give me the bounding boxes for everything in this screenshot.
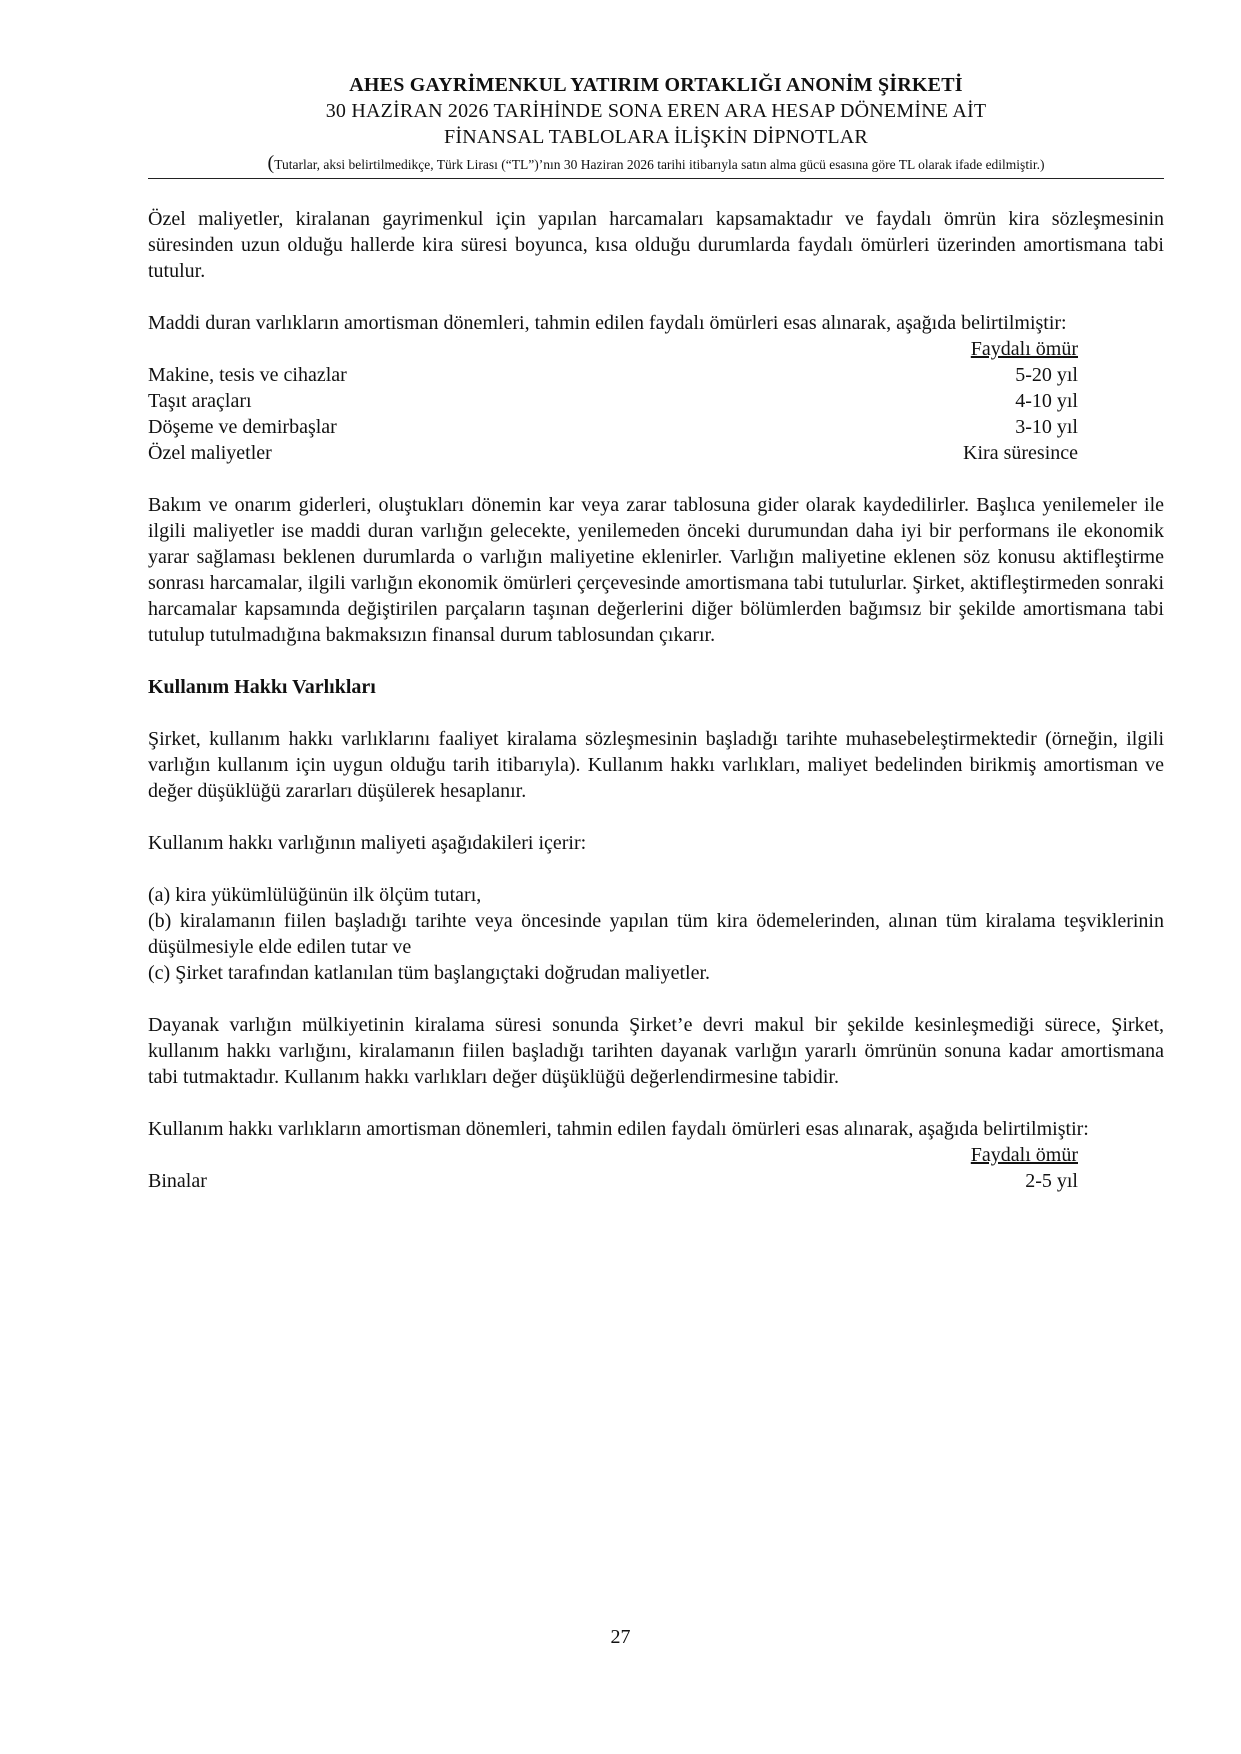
amounts-note (148, 152, 1164, 176)
paragraph-maintenance: Bakım ve onarım giderleri, oluştukları dönemin kar veya zarar tablosuna gider olarak kaydedilirler. Başlıca yenilemeler ile ilgili maliyetler ise maddi duran varlığın gelecekte, yenilemeden önceki durumundan daha iyi bir performans ile ekonomik yarar sağlaması beklenen durumlarda o varlığın maliyetine eklenirler. Varlığın maliyetine eklenen söz konusu aktifleştirme sonrası harcamalar, ilgili varlığın ekonomik ömürleri çerçevesinde amortismana tabi tutulurlar. Şirket, aktifleştirmeden sonraki harcamalar kapsamında değiştirilen parçaların taşınan değerlerini diğer bölümlerden bağımsız bir şekilde amortismana tabi tutulup tutulmadığına bakmaksızın finansal durum tablosundan çıkarır. (148, 494, 1164, 646)
report-title: FİNANSAL TABLOLARA İLİŞKİN DİPNOTLAR (444, 126, 868, 148)
report-period: 30 HAZİRAN 2026 TARİHİNDE SONA EREN ARA HESAP DÖNEMİNE AİT (325, 100, 987, 122)
asset-class-label: Taşıt araçları (148, 390, 252, 412)
page-number: 27 (610, 1626, 631, 1648)
amounts-note-paren: ( (267, 152, 275, 174)
list-item: (c) Şirket tarafından katlanılan tüm başlangıçtaki doğrudan maliyetler. (148, 962, 711, 984)
paragraph-special-costs: Özel maliyetler, kiralanan gayrimenkul için yapılan harcamaları kapsamaktadır ve faydalı ömrün kira sözleşmesinin süresinden uzun olduğu hallerde kira süresi boyunca, kısa olduğu durumlarda faydalı ömürleri üzerinden amortismana tabi tutulur. (148, 208, 1164, 282)
table-row (148, 440, 1164, 466)
useful-life-value: Kira süresince (963, 442, 1078, 464)
page-content (148, 206, 1164, 1194)
company-name: AHES GAYRİMENKUL YATIRIM ORTAKLIĞI ANONİM ŞİRKETİ (349, 74, 963, 96)
asset-class-label: Binalar (148, 1170, 207, 1192)
useful-life-value: 5-20 yıl (1015, 364, 1078, 386)
paragraph-right-of-use: Şirket, kullanım hakkı varlıklarını faaliyet kiralama sözleşmesinin başladığı tarihte muhasebeleştirmektedir (örneğin, ilgili varlığın kullanım için uygun olduğu tarih itibarıyla). Kullanım hakkı varlıkları, maliyet bedelinden birikmiş amortisman ve değer düşüklüğü zararları düşülerek hesaplanır. (148, 728, 1164, 802)
list-item: (b) kiralamanın fiilen başladığı tarihte veya öncesinde yapılan tüm kira ödemelerinden, alınan tüm kiralama teşviklerinin düşülmesiyle elde edilen tutar ve (148, 910, 1164, 958)
table-row (148, 414, 1164, 440)
list-item: (a) kira yükümlülüğünün ilk ölçüm tutarı, (148, 884, 482, 906)
useful-life-column-header: Faydalı ömür (970, 338, 1078, 360)
useful-life-table (148, 336, 1164, 466)
paragraph-ownership-transfer: Dayanak varlığın mülkiyetinin kiralama süresi sonunda Şirket’e devri makul bir şekilde kesinleşmediği sürece, Şirket, kullanım hakkı varlığını, kiralamanın fiilen başladığı tarihten dayanak varlığın yararlı ömrünün sonuna kadar amortismana tabi tutmaktadır. Kullanım hakkı varlıkları değer düşüklüğü değerlendirmesine tabidir. (148, 1014, 1164, 1088)
rou-useful-life-table-header (148, 1142, 1164, 1168)
paragraph-cost-includes: Kullanım hakkı varlığının maliyeti aşağıdakileri içerir: (148, 832, 587, 854)
header-rule (148, 178, 1164, 179)
useful-life-value: 4-10 yıl (1015, 390, 1078, 412)
paragraph-depreciation-intro: Maddi duran varlıkların amortisman dönemleri, tahmin edilen faydalı ömürleri esas alınarak, aşağıda belirtilmiştir: (148, 312, 1067, 334)
table-row (148, 388, 1164, 414)
page-header (148, 72, 1164, 176)
useful-life-value: 2-5 yıl (1025, 1170, 1078, 1192)
amounts-note-text: Tutarlar, aksi belirtilmedikçe, Türk Lirası (“TL”)’nın 30 Haziran 2026 tarihi itibarıyla satın alma gücü esasına göre TL olarak ifade edilmiştir.) (274, 157, 1045, 172)
paragraph-rou-depreciation-intro: Kullanım hakkı varlıkların amortisman dönemleri, tahmin edilen faydalı ömürleri esas alınarak, aşağıda belirtilmiştir: (148, 1118, 1089, 1140)
rou-useful-life-table (148, 1142, 1164, 1194)
useful-life-table-header (148, 336, 1164, 362)
asset-class-label: Özel maliyetler (148, 442, 272, 464)
asset-class-label: Makine, tesis ve cihazlar (148, 364, 347, 386)
useful-life-column-header: Faydalı ömür (970, 1144, 1078, 1166)
useful-life-value: 3-10 yıl (1015, 416, 1078, 438)
table-row (148, 1168, 1164, 1194)
table-row (148, 362, 1164, 388)
section-heading: Kullanım Hakkı Varlıkları (148, 676, 376, 698)
asset-class-label: Döşeme ve demirbaşlar (148, 416, 337, 438)
